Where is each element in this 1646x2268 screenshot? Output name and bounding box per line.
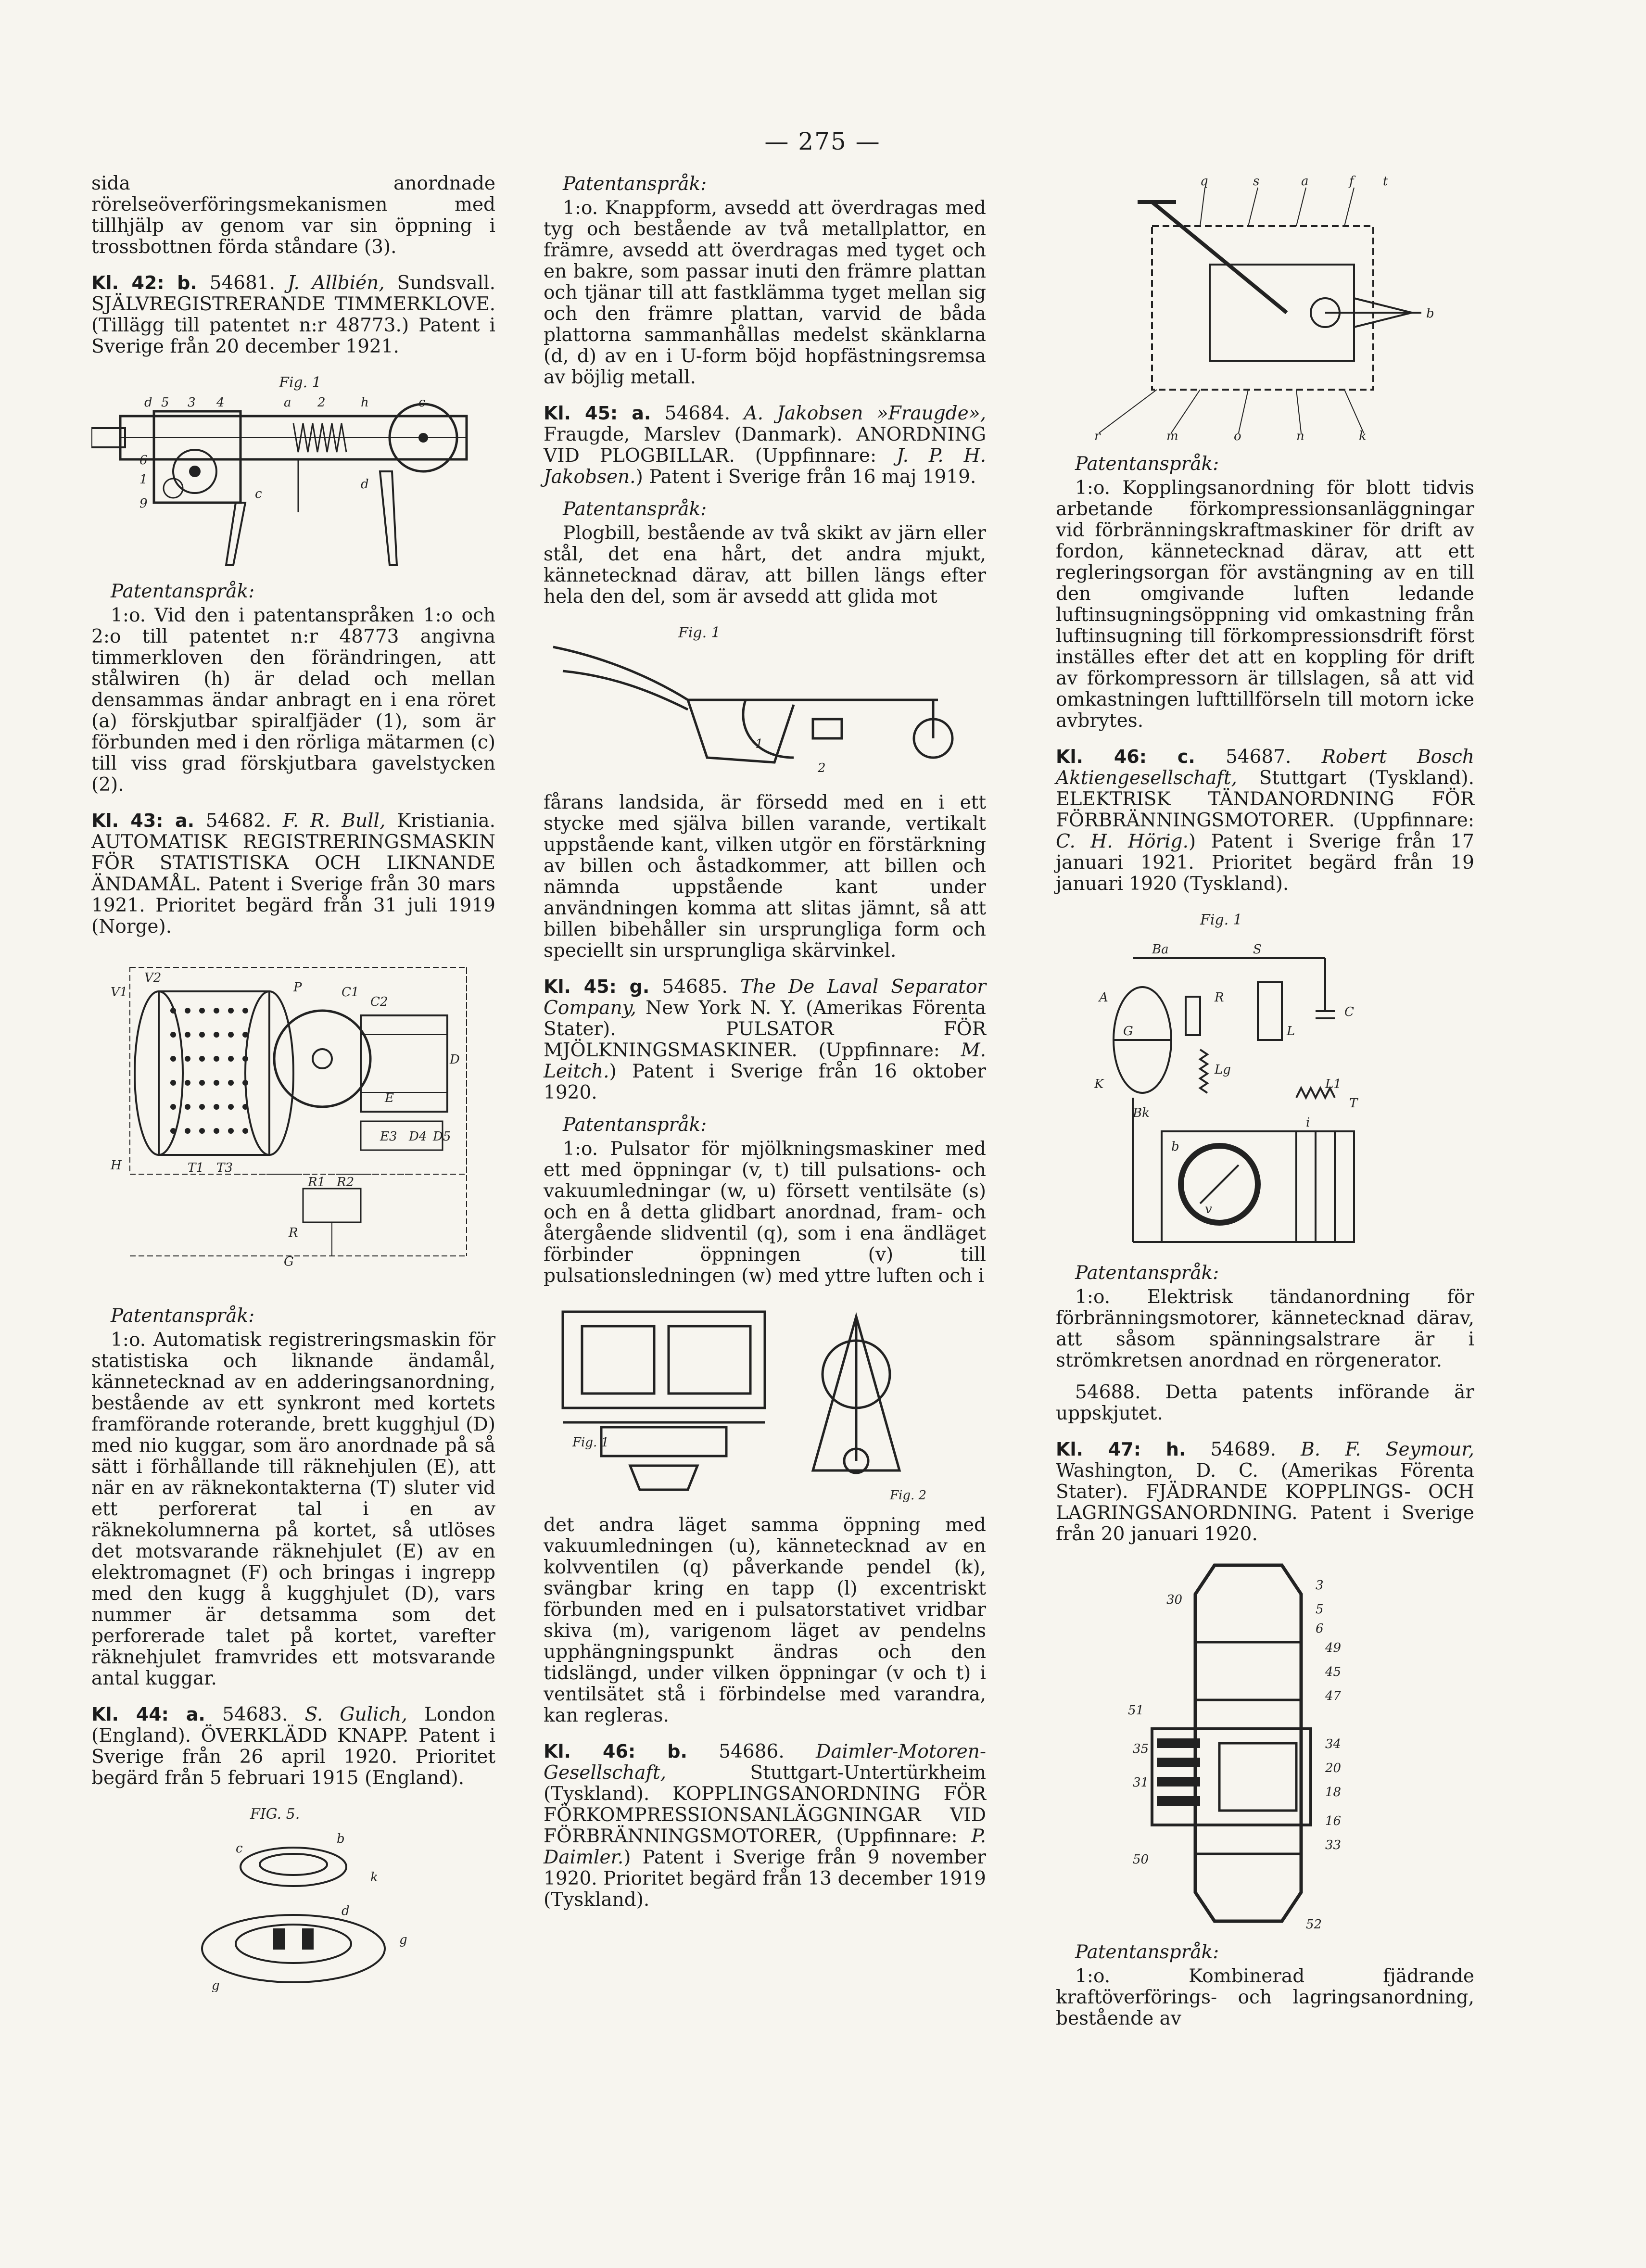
fig-label: G	[1123, 1024, 1133, 1039]
patent-number: 54683.	[222, 1704, 288, 1725]
timmerklove-drawing	[91, 368, 495, 570]
fig-label: S	[1253, 942, 1262, 957]
fig-label: 3	[1316, 1578, 1324, 1593]
figure-koppling	[1056, 173, 1474, 443]
figure-plog	[544, 618, 986, 782]
fig-label: R	[289, 1226, 298, 1240]
fig-label: K	[1094, 1077, 1104, 1091]
figure-tandanordning	[1056, 905, 1474, 1252]
entry-text: Stuttgart-Untertürkheim (Tyskland). KOPPLINGSANORDNING FÖR FÖRKOMPRESSIONSANLÄGGNINGAR VID FÖRBRÄNNINGSMOTORER, (Uppfinnare:	[544, 1762, 986, 1847]
entry-text: Fraugde, Marslev (Danmark). ANORDNING VID PLOGBILLAR. (Uppfinnare:	[544, 424, 986, 467]
class-label: Kl. 47: h.	[1056, 1439, 1186, 1460]
claims-text: 1:o. Elektrisk tändanordning för förbränningsmotorer, kännetecknad därav, att såsom spänningsalstrare är i strömkretsen anordnad en rörgenerator.	[1056, 1286, 1474, 1371]
fig-label: D	[450, 1052, 460, 1067]
fig-label: i	[1306, 1115, 1310, 1130]
claims-text: 1:o. Kopplingsanordning för blott tidvis arbetande förkompressionsanläggningar vid förbränningskraftmaskiner för drift av fordon, kännetecknad därav, att ett regleringsorgan för avstängning av en till den omgivande luften ledande luftinsugningsöppning vid omkastning från luftinsugning till förkompressionsdrift först inställes efter det att en koppling för drift av förkompressorn är tillslagen, så att vid omkastningen lufttillförseln till motorn icke avbrytes.	[1056, 477, 1474, 732]
fig-label: c	[418, 395, 426, 410]
fig-label: k	[1359, 429, 1367, 443]
fig-label: 3	[188, 395, 196, 410]
claims-text: 1:o. Automatisk registreringsmaskin för statistiska och liknande ändamål, kännetecknad av en adderingsanordning, bestående av ett synkront med kortets framförande roterande, brett kugghjul (D) med nio kuggar, som äro anordnade på så sätt i förhållande till räknehjulen (E), att när en av räknekontakterna (T) sluter vid ett perforerat tal i en av räknekolumnerna på kortet, så utlöses det motsvarande räknehjulet (E) av en elektromagnet (F) och bringas i ingrepp med den kugg å kugghjulet (D), vars nummer är detsamma som det perforerade talet på kortet, varefter räknehjulet framvrides ett motsvarande antal kuggar.	[91, 1329, 495, 1689]
fig-label: 1	[755, 737, 763, 751]
fig-label: Fig. 1	[572, 1435, 609, 1450]
fig-label: V1	[111, 985, 128, 1000]
fig-label: T1	[188, 1161, 204, 1175]
column-2	[544, 173, 986, 1921]
fig-label: d	[342, 1904, 350, 1918]
fig-label: t	[1383, 174, 1388, 189]
fig-label: Ba	[1152, 942, 1169, 957]
fig-label: 2	[317, 395, 326, 410]
seymour-drawing	[1056, 1556, 1474, 1931]
patent-number: 54686.	[719, 1741, 785, 1762]
class-label: Kl. 44: a.	[91, 1704, 205, 1725]
fig-label: 4	[216, 395, 225, 410]
pulsator-drawing	[544, 1297, 986, 1504]
inventor: J. P. H. Jakobsen.	[544, 445, 986, 488]
claims-heading: Patentanspråk:	[111, 1305, 255, 1327]
entry-text: Sundsvall. SJÄLVREGISTRERANDE TIMMERKLOVE. (Tillägg till patentet n:r 48773.) Patent i Sverige från 20 december 1921.	[91, 272, 495, 357]
fig-label: 50	[1133, 1852, 1149, 1867]
claims-text-continued: fårans landsida, är försedd med en i ett stycke med själva billen varande, vertikalt uppstående kant, vilken utgör en förstärkning av billen och åstadkommer, att billen och nämnda uppstående kant under användningen komma att slitas jämnt, så att billen bibehåller sin ursprungliga form och speciellt sin ursprungliga skärvinkel.	[544, 792, 986, 962]
patent-entry-54686	[544, 1741, 986, 1911]
fig-label: 47	[1325, 1689, 1342, 1703]
fig-label: Fig. 2	[890, 1488, 927, 1503]
figure-seymour	[1056, 1556, 1474, 1931]
fig-caption: Fig. 1	[678, 624, 721, 641]
claims-text-continued: det andra läget samma öppning med vakuumledningen (u), kännetecknad av en kolvventilen (q) påverkande pendel (k), svängbar kring en tapp (l) excentriskt förbunden med en i pulsatorstativet vridbar skiva (m), varigenom läget av pendelns upphängningspunkt ändras och den tidslängd, under vilken öppningar (v och t) i ventilsätet stå i förbindelse med varandra, kan regleras.	[544, 1514, 986, 1726]
knapp-drawing	[91, 1799, 495, 1992]
patent-number: 54685.	[662, 976, 728, 998]
claims-heading: Patentanspråk:	[563, 498, 707, 520]
class-label: Kl. 42: b.	[91, 272, 197, 293]
entry-text: ) Patent i Sverige från 9 november 1920. Prioritet begärd från 13 december 1919 (Tyskland).	[544, 1847, 986, 1911]
claims-text: 1:o. Pulsator för mjölkningsmaskiner med ett med öppningar (v, t) till pulsations- och vakuumledningar (w, u) försett ventilsäte (s) och en å detta glidbart anordnad, fram- och återgående slidventil (q), som i ena ändläget förbinder öppningen (v) till pulsationsledningen (w) med yttre luften och i	[544, 1138, 986, 1287]
fig-label: C	[1344, 1005, 1354, 1019]
fig-label: L	[1287, 1024, 1295, 1039]
inventor: S. Gulich,	[304, 1704, 407, 1725]
patent-entry-54684	[544, 403, 986, 488]
fig-caption: Fig. 1	[279, 374, 321, 391]
claims-text: 1:o. Vid den i patentanspråken 1:o och 2:o till patentet n:r 48773 angivna timmerkloven den förändringen, att stålwiren (h) är delad och mellan densammas ändar anbragt en i ena röret (a) förskjutbar spiralfjäder (1), som är förbunden med i den rörliga mätarmen (c) till viss grad förskjutbara gavelstycken (2).	[91, 605, 495, 796]
claims-heading: Patentanspråk:	[1075, 453, 1219, 475]
fig-label: b	[1426, 306, 1434, 321]
inventor: The De Laval Separator Company,	[544, 976, 986, 1019]
fig-label: a	[284, 395, 291, 410]
entry-text: ) Patent i Sverige från 17 januari 1921. Prioritet begärd från 19 januari 1920 (Tyskland).	[1056, 831, 1474, 895]
fig-label: d	[144, 395, 152, 410]
fig-label: g	[399, 1933, 407, 1947]
fig-label: T3	[216, 1161, 233, 1175]
patent-entry-54681	[91, 272, 495, 357]
fig-label: 52	[1306, 1917, 1322, 1931]
koppling-drawing	[1056, 173, 1474, 443]
registreringsmaskin-drawing	[91, 948, 495, 1294]
fig-label: A	[1099, 990, 1108, 1005]
claims-text: Plogbill, bestående av två skikt av järn eller stål, det ena hårt, det andra mjukt, kännetecknad därav, att billen längs efter hela den del, som är avsedd att glida mot	[544, 522, 986, 608]
claims-heading: Patentanspråk:	[1075, 1941, 1219, 1963]
fig-label: n	[1296, 429, 1304, 443]
figure-registreringsmaskin	[91, 948, 495, 1294]
entry-text: New York N. Y. (Amerikas Förenta Stater). PULSATOR FÖR MJÖLKNINGSMASKINER. (Uppfinnare:	[544, 997, 986, 1061]
fig-label: f	[1349, 174, 1354, 189]
fig-label: 51	[1128, 1703, 1144, 1718]
fig-label: Lg	[1215, 1063, 1231, 1077]
column-1	[91, 173, 495, 2002]
claims-heading: Patentanspråk:	[111, 581, 255, 602]
class-label: Kl. 45: g.	[544, 976, 650, 997]
fig-label: R	[1215, 990, 1224, 1005]
inventor: F. R. Bull,	[282, 810, 386, 832]
entry-text: London (England). ÖVERKLÄDD KNAPP. Patent i Sverige från 26 april 1920. Prioritet begärd från 5 februari 1915 (England).	[91, 1704, 496, 1789]
inventor: M. Leitch.	[544, 1039, 986, 1082]
fig-label: 45	[1325, 1665, 1342, 1679]
fig-label: 34	[1325, 1737, 1342, 1751]
figure-knapp	[91, 1799, 495, 1992]
fig-label: E	[385, 1091, 394, 1105]
fig-label: D5	[433, 1129, 451, 1144]
page-number: — 275 —	[764, 127, 881, 155]
fig-label: T	[1349, 1096, 1358, 1111]
claims-heading: Patentanspråk:	[1075, 1262, 1219, 1284]
claims-heading: Patentanspråk:	[563, 173, 707, 195]
fig-label: c	[236, 1841, 243, 1856]
patent-entry-54682	[91, 810, 495, 938]
fig-label: m	[1166, 429, 1178, 443]
column-3	[1056, 173, 1474, 2040]
inventor: B. F. Seymour,	[1301, 1439, 1474, 1460]
fig-label: 5	[161, 395, 169, 410]
fig-label: q	[1200, 174, 1208, 189]
fig-label: s	[1253, 174, 1260, 189]
fig-label: 18	[1325, 1785, 1342, 1799]
figure-timmerklove	[91, 368, 495, 570]
patent-entry-54683	[91, 1704, 495, 1789]
fig-label: L1	[1325, 1077, 1342, 1091]
fig-label: g	[212, 1978, 220, 1992]
fig-label: V2	[144, 971, 162, 985]
fig-label: R1	[308, 1175, 326, 1190]
patent-number: 54689.	[1210, 1439, 1276, 1460]
fig-label: d	[361, 477, 369, 492]
patent-number: 54681.	[209, 272, 276, 294]
class-label: Kl. 43: a.	[91, 810, 195, 831]
patent-number: 54684.	[664, 403, 731, 424]
fig-label: C1	[342, 985, 359, 1000]
claims-text: 1:o. Knappform, avsedd att överdragas med tyg och bestående av två metallplattor, en främre, avsedd att överdragas med tyget och en bakre, som passar inuti den främre plattan och tjänar till att fastklämma tyget mellan sig och den främre plattan, varvid de båda plattorna sammanhållas medelst skänklarna (d, d) av en i U-form böjd hopfästningsremsa av böjlig metall.	[544, 197, 986, 388]
fig-label: h	[361, 395, 369, 410]
fig-label: Bk	[1133, 1106, 1150, 1120]
fig-label: 16	[1325, 1814, 1342, 1828]
class-label: Kl. 45: a.	[544, 403, 651, 424]
fig-label: 2	[818, 761, 826, 775]
fig-label: 49	[1325, 1641, 1342, 1655]
class-label: Kl. 46: c.	[1056, 746, 1195, 767]
figure-pulsator	[544, 1297, 986, 1504]
fig-label: v	[1205, 1202, 1212, 1216]
fig-label: 20	[1325, 1761, 1342, 1775]
entry-text: Stuttgart (Tyskland). ELEKTRISK TÄNDANORDNING FÖR FÖRBRÄNNINGSMOTORER. (Uppfinnare:	[1056, 767, 1474, 831]
fig-label: 35	[1133, 1742, 1149, 1756]
fig-label: o	[1234, 429, 1241, 443]
fig-label: r	[1094, 429, 1101, 443]
fig-label: 6	[1316, 1622, 1324, 1636]
continued-paragraph: sida anordnade rörelseöverföringsmekanismen med tillhjälp av genom var sin öppning i trossbottnen förda ståndare (3).	[91, 173, 495, 258]
fig-label: 30	[1166, 1593, 1183, 1607]
fig-label: 33	[1325, 1838, 1342, 1852]
patent-number: 54687.	[1225, 746, 1291, 768]
inventor: P. Daimler.	[544, 1825, 986, 1868]
inventor: J. Allbién,	[287, 272, 385, 294]
claims-text: 1:o. Kombinerad fjädrande kraftöverförings- och lagringsanordning, bestående av	[1056, 1965, 1474, 2029]
fig-label: b	[337, 1832, 345, 1846]
fig-label: H	[111, 1158, 122, 1173]
plog-drawing	[544, 618, 986, 782]
inventor: Robert Bosch Aktiengesellschaft,	[1056, 746, 1474, 789]
fig-caption: FIG. 5.	[250, 1806, 300, 1823]
entry-text: Kristiania. AUTOMATISK REGISTRERINGSMASKIN FÖR STATISTISKA OCH LIKNANDE ÄNDAMÅL. Patent i Sverige från 30 mars 1921. Prioritet begärd från 31 juli 1919 (Norge).	[91, 810, 495, 938]
fig-label: R2	[337, 1175, 355, 1190]
fig-label: 9	[139, 496, 148, 511]
entry-text: ) Patent i Sverige från 16 oktober 1920.	[544, 1061, 986, 1103]
patent-entry-54689	[1056, 1439, 1474, 1545]
class-label: Kl. 46: b.	[544, 1741, 687, 1762]
fig-label: a	[1301, 174, 1309, 189]
patent-number: 54682.	[205, 810, 272, 832]
fig-label: G	[284, 1254, 294, 1269]
fig-label: 1	[139, 472, 148, 487]
tandanordning-drawing	[1056, 905, 1474, 1252]
fig-label: P	[293, 980, 302, 995]
inventor: Daimler-Motoren-Gesellschaft,	[544, 1741, 986, 1784]
fig-label: C2	[370, 995, 388, 1009]
fig-label: D4	[409, 1129, 427, 1144]
fig-caption: Fig. 1	[1200, 912, 1242, 928]
entry-text: Washington, D. C. (Amerikas Förenta Stater). FJÄDRANDE KOPPLINGS- OCH LAGRINGSANORDNING. Patent i Sverige från 20 januari 1920.	[1056, 1460, 1474, 1545]
fig-label: 5	[1316, 1602, 1324, 1617]
fig-label: b	[1171, 1140, 1179, 1154]
entry-text: ) Patent i Sverige från 16 maj 1919.	[635, 466, 976, 488]
fig-label: k	[370, 1870, 378, 1885]
inventor: A. Jakobsen »Fraugde»,	[744, 403, 986, 424]
fig-label: c	[255, 487, 262, 501]
fig-label: E3	[380, 1129, 397, 1144]
fig-label: 6	[139, 453, 148, 468]
inventor: C. H. Hörig.	[1056, 831, 1189, 852]
fig-label: 31	[1133, 1775, 1149, 1790]
claims-heading: Patentanspråk:	[563, 1114, 707, 1136]
patent-entry-54685	[544, 976, 986, 1103]
deferred-notice: 54688. Detta patents införande är uppskjutet.	[1056, 1381, 1474, 1424]
patent-entry-54687	[1056, 746, 1474, 895]
